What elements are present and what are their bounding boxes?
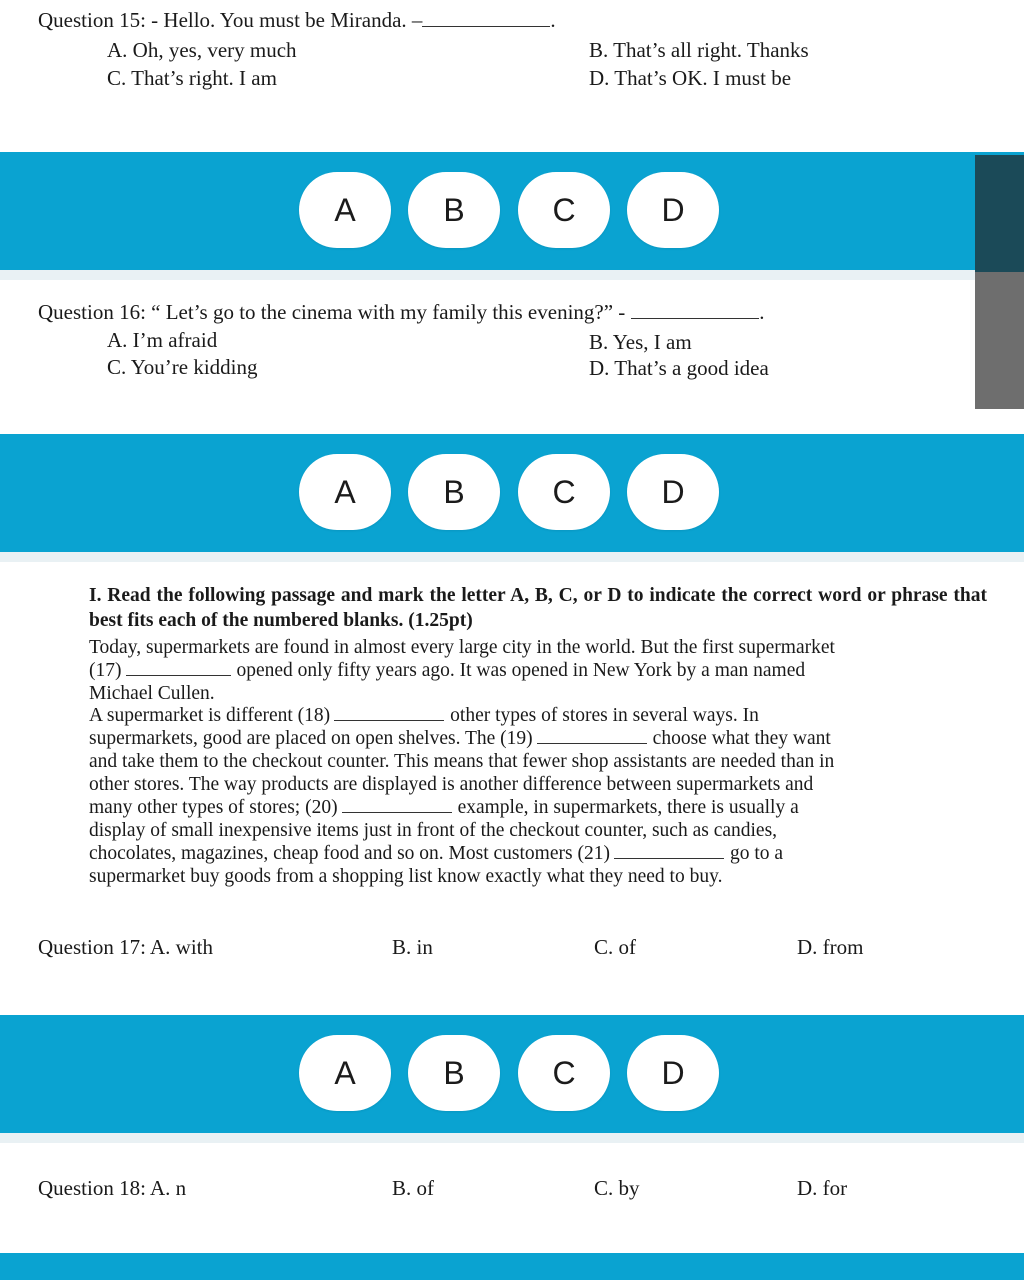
passage-line: supermarket buy goods from a shopping list know exactly what they need to buy.: [89, 866, 723, 887]
passage-line: [89, 727, 831, 750]
q18-option-a: Question 18: A. n: [38, 1176, 187, 1200]
q16-prompt: [38, 299, 765, 325]
passage-text: choose what they want: [652, 728, 831, 749]
q17-option-b: B. in: [392, 935, 433, 959]
answer-button-c[interactable]: C: [518, 1035, 610, 1111]
q15-option-d: D. That’s OK. I must be: [589, 66, 792, 90]
passage-line: display of small inexpensive items just in front of the checkout counter, such as candies,: [89, 820, 778, 841]
answer-band-q15: [0, 152, 1024, 270]
q16-option-b: B. Yes, I am: [589, 330, 692, 354]
q18-option-d: D. for: [797, 1176, 848, 1200]
answer-button-d[interactable]: D: [627, 172, 719, 248]
q15-prompt: [38, 7, 556, 33]
q16-end: .: [759, 300, 765, 324]
passage-text: other types of stores in several ways. In: [450, 705, 759, 726]
q17-option-c: C. of: [594, 935, 636, 959]
answer-button-d[interactable]: D: [627, 1035, 719, 1111]
passage-line: [89, 842, 783, 865]
q16-prompt-text: Question 16: “ Let’s go to the cinema with my family this evening?” -: [38, 300, 626, 324]
q15-prompt-text: Question 15: - Hello. You must be Miranda. –: [38, 8, 423, 32]
passage-blank-20: [342, 796, 452, 813]
q15-option-a: A. Oh, yes, very much: [107, 38, 297, 62]
passage-blank-19: [537, 727, 647, 744]
q15-option-c: C. That’s right. I am: [107, 66, 277, 90]
q16-option-c: C. You’re kidding: [107, 355, 258, 379]
passage-blank-21: [614, 842, 724, 859]
band-divider: [0, 1133, 1024, 1143]
q16-option-a: A. I’m afraid: [107, 328, 218, 352]
passage-text: go to a: [729, 843, 784, 864]
answer-button-b[interactable]: B: [408, 1035, 500, 1111]
answer-button-b[interactable]: B: [408, 454, 500, 530]
answer-band-q18: [0, 1253, 1024, 1280]
passage-text: A supermarket is different (18): [89, 705, 331, 726]
q15-blank: [422, 8, 550, 27]
passage-line: [89, 704, 759, 727]
scrollbar-thumb[interactable]: [975, 155, 1024, 272]
q18-option-b: B. of: [392, 1176, 434, 1200]
q17-option-a: Question 17: A. with: [38, 935, 214, 959]
passage-text: (17): [89, 660, 122, 681]
q15-option-b: B. That’s all right. Thanks: [589, 38, 809, 62]
passage-text: many other types of stores; (20): [89, 797, 338, 818]
answer-band-q17: [0, 1015, 1024, 1133]
q16-blank: [631, 300, 759, 319]
q18-option-c: C. by: [594, 1176, 640, 1200]
answer-button-b[interactable]: B: [408, 172, 500, 248]
q16-option-d: D. That’s a good idea: [589, 356, 769, 380]
answer-button-c[interactable]: C: [518, 172, 610, 248]
passage-line: Today, supermarkets are found in almost every large city in the world. But the first supermarket: [89, 637, 835, 658]
answer-button-d[interactable]: D: [627, 454, 719, 530]
band-divider: [0, 552, 1024, 562]
q15-end: .: [550, 8, 556, 32]
section-heading: I. Read the following passage and mark the letter A, B, C, or D to indicate the correct word or phrase that best fits each of the numbered blanks. (1.25pt): [89, 585, 987, 631]
passage-text: opened only fifty years ago. It was opened in New York by a man named: [236, 660, 806, 681]
answer-button-a[interactable]: A: [299, 172, 391, 248]
answer-button-a[interactable]: A: [299, 1035, 391, 1111]
answer-button-c[interactable]: C: [518, 454, 610, 530]
answer-button-a[interactable]: A: [299, 454, 391, 530]
passage-line: Michael Cullen.: [89, 683, 215, 704]
answer-band-q16: [0, 434, 1024, 552]
passage-blank-17: [126, 659, 231, 676]
passage-text: example, in supermarkets, there is usually a: [457, 797, 799, 818]
passage-line: [89, 659, 805, 682]
passage-text: supermarkets, good are placed on open shelves. The (19): [89, 728, 533, 749]
passage-text: chocolates, magazines, cheap food and so on. Most customers (21): [89, 843, 610, 864]
band-divider: [0, 270, 1024, 280]
passage-line: [89, 796, 799, 819]
passage-line: and take them to the checkout counter. This means that fewer shop assistants are needed than in: [89, 751, 835, 772]
passage-line: other stores. The way products are displayed is another difference between supermarkets and: [89, 774, 814, 795]
q17-option-d: D. from: [797, 935, 864, 959]
passage-blank-18: [334, 704, 444, 721]
